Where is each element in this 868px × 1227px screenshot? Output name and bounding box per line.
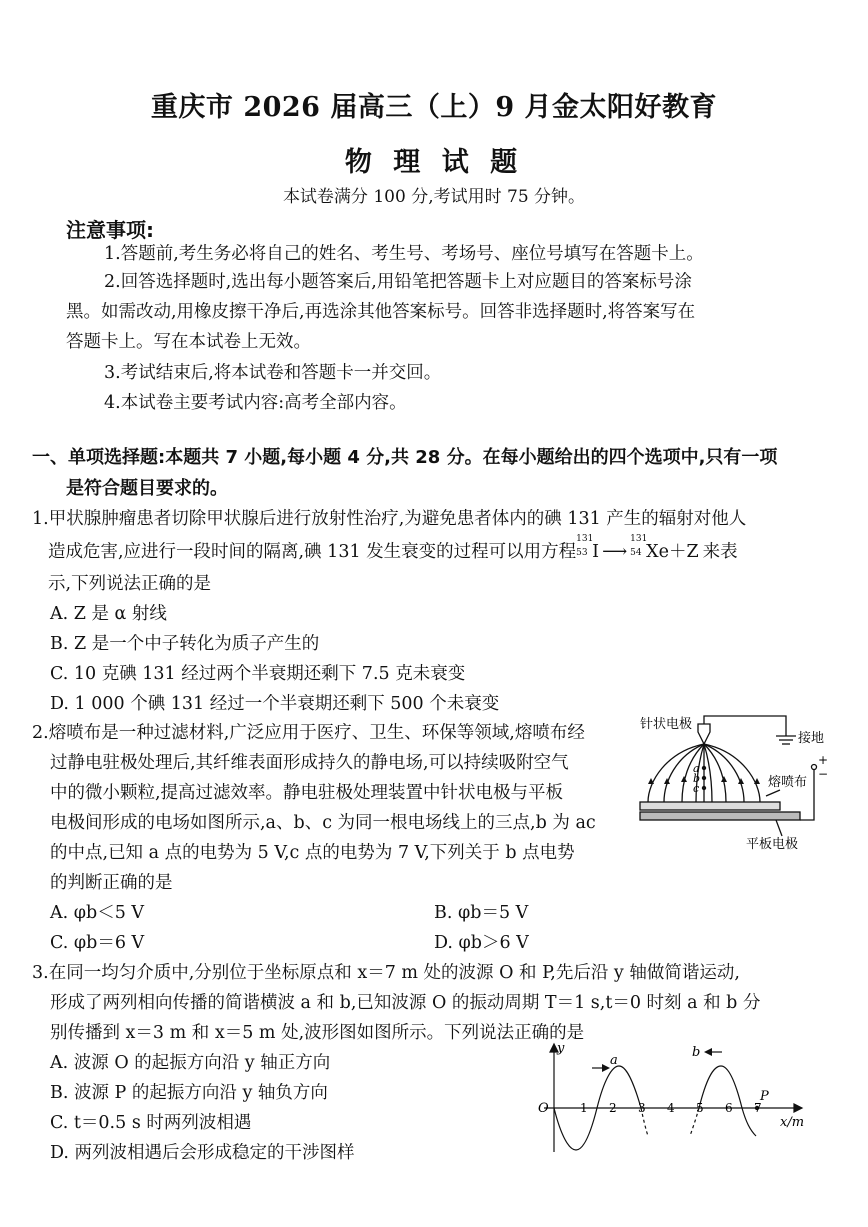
q1-stem-line2 — [48, 534, 738, 565]
q1-stem-line2-post: 来表 — [702, 542, 738, 562]
q1-option-a: A. Z 是 α 射线 — [50, 604, 167, 624]
plate-electrode-label: 平板电极 — [746, 837, 799, 852]
electret-apparatus-figure — [636, 712, 836, 862]
y-axis-label: y — [557, 1041, 565, 1056]
q1-stem-line2-pre: 造成危害,应进行一段时间的隔离,碘 131 发生衰变的过程可以用方程 — [48, 542, 577, 562]
q3-option-c: C. t＝0.5 s 时两列波相遇 — [50, 1113, 252, 1133]
point-p-label: P — [760, 1089, 769, 1104]
q3-option-a: A. 波源 O 的起振方向沿 y 轴正方向 — [50, 1053, 331, 1073]
q2-stem-line3: 中的微小颗粒,提高过滤效率。静电驻极处理装置中针状电极与平板 — [50, 783, 564, 803]
q1-option-d: D. 1 000 个碘 131 经过一个半衰期还剩下 500 个未衰变 — [50, 694, 500, 714]
xenon-mass-number: 131 — [630, 534, 648, 544]
q2-option-c: C. φb＝6 V — [50, 933, 145, 953]
q2-option-a: A. φb＜5 V — [50, 903, 145, 923]
exam-subject-title: 物 理 试 题 — [344, 147, 524, 178]
section-1-title-line1: 一、单项选择题:本题共 7 小题,每小题 4 分,共 28 分。在每小题给出的四个选项中,只有一项 — [32, 447, 778, 468]
xenon-atomic-number: 54 — [630, 548, 642, 558]
positive-terminal-label: + — [818, 753, 829, 767]
ground-label: 接地 — [798, 731, 825, 746]
wave-b-label: b — [692, 1045, 701, 1060]
q2-option-b: B. φb＝5 V — [434, 903, 529, 923]
iodine-atomic-number: 53 — [576, 548, 588, 558]
q2-stem-line4: 电极间形成的电场如图所示,a、b、c 为同一根电场线上的三点,b 为 ac — [50, 813, 596, 833]
point-c-label: c — [693, 782, 700, 795]
reaction-arrow: ⟶ — [602, 542, 628, 562]
q1-option-b: B. Z 是一个中子转化为质子产生的 — [50, 634, 320, 654]
section-1-title-line2: 是符合题目要求的。 — [66, 478, 228, 499]
notice-item-2-line3: 答题卡上。写在本试卷上无效。 — [66, 332, 311, 352]
x-tick-4: 4 — [667, 1101, 675, 1115]
notice-title: 注意事项: — [66, 218, 154, 242]
q2-stem-line1: 2.熔喷布是一种过滤材料,广泛应用于医疗、卫生、环保等领域,熔喷布经 — [32, 723, 585, 743]
q2-stem-line5: 的中点,已知 a 点的电势为 5 V,c 点的电势为 7 V,下列关于 b 点电势 — [50, 843, 575, 863]
notice-item-2-line2: 黑。如需改动,用橡皮擦干净后,再选涂其他答案标号。回答非选择题时,将答案写在 — [66, 302, 696, 322]
negative-terminal-label: − — [818, 767, 829, 781]
origin-label: O — [538, 1101, 549, 1116]
q3-stem-line1: 3.在同一均匀介质中,分别位于坐标原点和 x＝7 m 处的波源 O 和 P,先后沿 y 轴做简谐运动, — [32, 963, 740, 983]
q1-stem-line3: 示,下列说法正确的是 — [48, 574, 212, 594]
wave-a-label: a — [610, 1053, 618, 1068]
x-tick-1: 1 — [580, 1101, 588, 1115]
notice-item-1: 1.答题前,考生务必将自己的姓名、考生号、考场号、座位号填写在答题卡上。 — [104, 244, 704, 264]
q2-stem-line2: 过静电驻极处理后,其纤维表面形成持久的静电场,可以持续吸附空气 — [50, 753, 569, 773]
wave-graph-figure — [532, 1040, 816, 1156]
exam-header-title: 重庆市 2026 届高三（上）9 月金太阳好教育 — [150, 92, 718, 123]
point-b-label: b — [693, 772, 701, 785]
iodine-symbol: I — [592, 542, 600, 562]
notice-item-4: 4.本试卷主要考试内容:高考全部内容。 — [104, 393, 407, 413]
x-tick-2: 2 — [609, 1101, 617, 1115]
q2-stem-line6: 的判断正确的是 — [50, 873, 173, 893]
q3-option-b: B. 波源 P 的起振方向沿 y 轴负方向 — [50, 1083, 328, 1103]
x-tick-7: 7 — [754, 1101, 762, 1115]
iodine-mass-number: 131 — [576, 534, 594, 544]
point-a-label: a — [693, 762, 700, 775]
q1-option-c: C. 10 克碘 131 经过两个半衰期还剩下 7.5 克未衰变 — [50, 664, 466, 684]
iodine-nuclide — [576, 534, 600, 565]
q2-option-d: D. φb＞6 V — [434, 933, 529, 953]
q3-stem-line2: 形成了两列相向传播的简谐横波 a 和 b,已知波源 O 的振动周期 T＝1 s,t＝0 时刻 a 和 b 分 — [50, 993, 761, 1013]
notice-item-2-line1: 2.回答选择题时,选出每小题答案后,用铅笔把答题卡上对应题目的答案标号涂 — [104, 272, 692, 292]
q1-stem-line1: 1.甲状腺肿瘤患者切除甲状腺后进行放射性治疗,为避免患者体内的碘 131 产生的辐射对他人 — [32, 509, 747, 529]
x-axis-label: x/m — [780, 1115, 805, 1130]
xenon-symbol: Xe＋Z — [646, 542, 699, 562]
melt-blown-cloth-label: 熔喷布 — [768, 775, 808, 790]
q3-stem-line3: 别传播到 x＝3 m 和 x＝5 m 处,波形图如图所示。下列说法正确的是 — [50, 1023, 585, 1043]
x-tick-5: 5 — [696, 1101, 704, 1115]
score-note: 本试卷满分 100 分,考试用时 75 分钟。 — [282, 187, 586, 207]
needle-electrode-label: 针状电极 — [640, 717, 693, 732]
q3-option-d: D. 两列波相遇后会形成稳定的干涉图样 — [50, 1143, 355, 1163]
xenon-nuclide — [630, 534, 699, 565]
x-tick-6: 6 — [725, 1101, 733, 1115]
x-tick-3: 3 — [638, 1101, 646, 1115]
notice-item-3: 3.考试结束后,将本试卷和答题卡一并交回。 — [104, 363, 442, 383]
